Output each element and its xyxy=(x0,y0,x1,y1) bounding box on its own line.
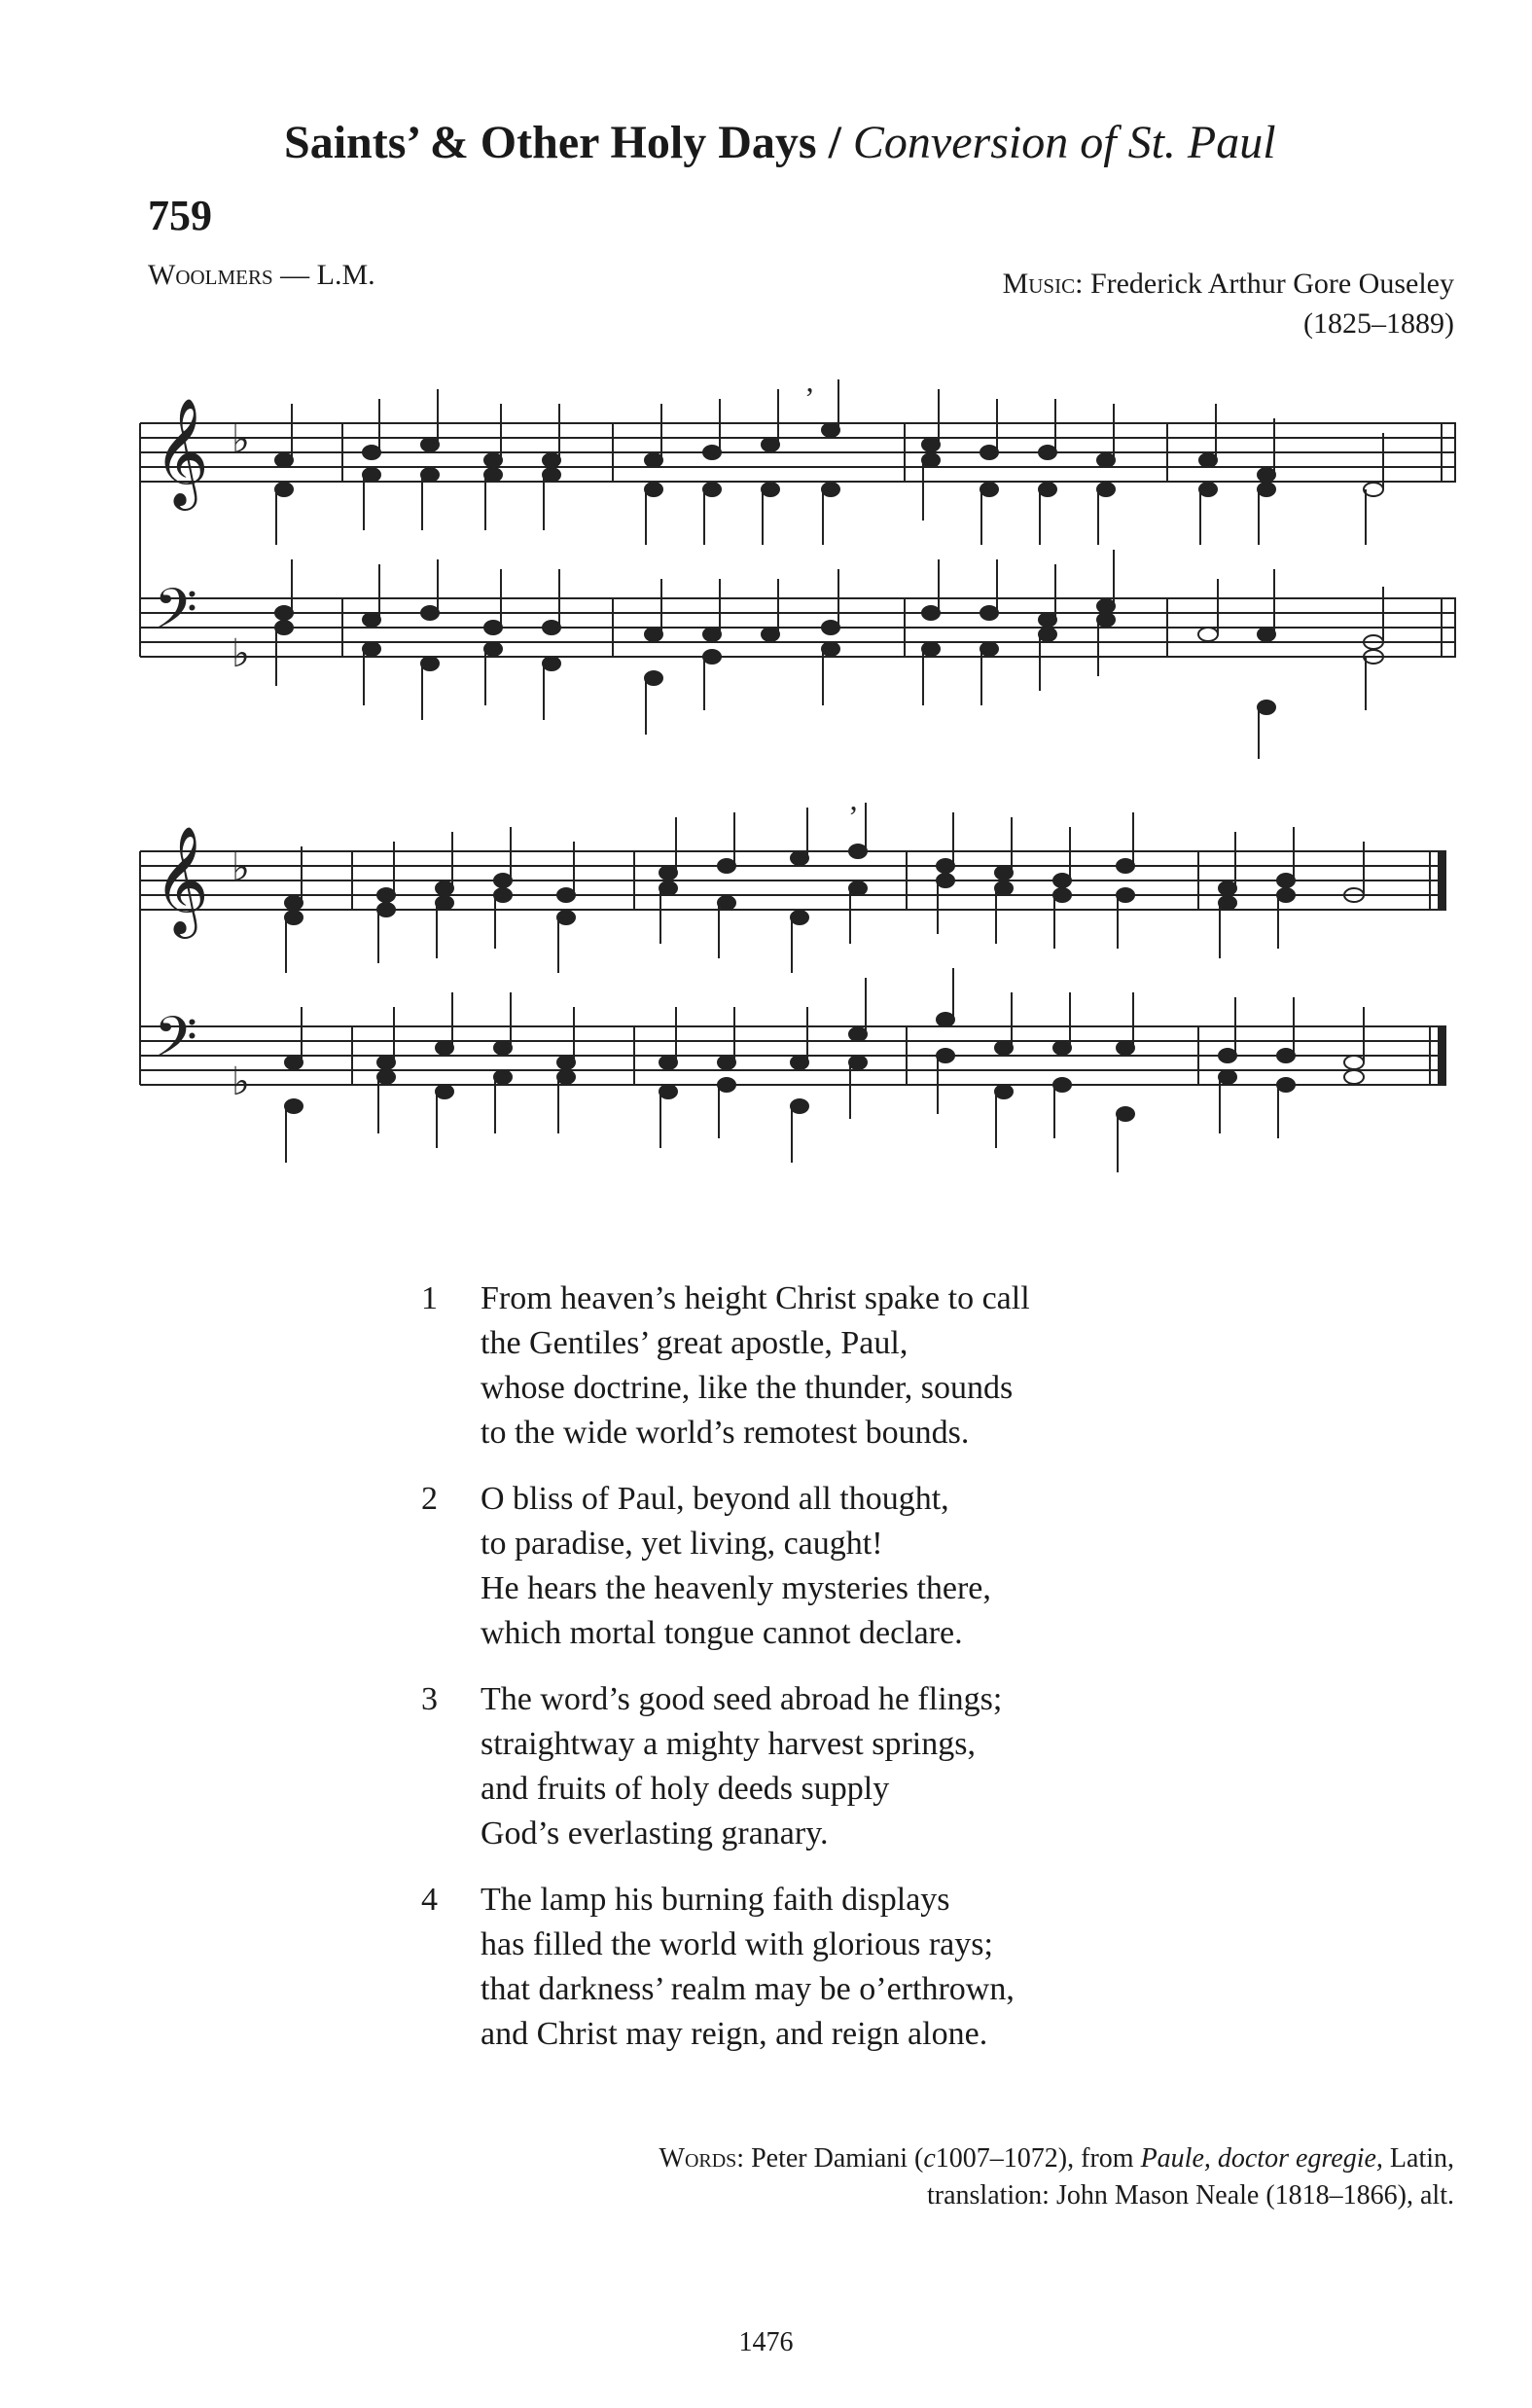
verse-line: which mortal tongue cannot declare. xyxy=(481,1615,963,1651)
bass-clef-icon: 𝄢 xyxy=(154,576,198,656)
verse-line: the Gentiles’ great apostle, Paul, xyxy=(481,1325,909,1361)
music-score-2 xyxy=(138,803,1461,1192)
flat-icon: ♭ xyxy=(232,417,250,462)
verse-line: The lamp his burning faith displays xyxy=(481,1882,950,1918)
verse-line: that darkness’ realm may be o’erthrown, xyxy=(481,1971,1015,2007)
hymn-occasion: Conversion of St. Paul xyxy=(852,117,1276,168)
music-system-2 xyxy=(138,803,1461,1192)
words-label: Words: xyxy=(659,2143,745,2174)
page-header xyxy=(284,115,1276,171)
verse-line: God’s everlasting granary. xyxy=(481,1815,829,1851)
noteheads-2 xyxy=(285,845,1364,1121)
verse-line: The word’s good seed abroad he flings; xyxy=(481,1681,1003,1717)
stems-2 xyxy=(286,803,1364,1172)
verse-line: to the wide world’s remotest bounds. xyxy=(481,1415,970,1451)
tune-name: Woolmers — L.M. xyxy=(148,259,375,291)
flat-icon: ♭ xyxy=(232,1060,250,1104)
page-number: 1476 xyxy=(738,2327,794,2357)
verse-line: and Christ may reign, and reign alone. xyxy=(481,2016,988,2052)
verse-1 xyxy=(421,1276,1030,1456)
words-author: Peter Damiani ( xyxy=(751,2143,924,2174)
flat-icon: ♭ xyxy=(232,631,250,676)
verse-line: and fruits of holy deeds supply xyxy=(481,1771,890,1807)
verse-3 xyxy=(421,1677,1030,1856)
flat-icon: ♭ xyxy=(232,845,250,890)
verse-2 xyxy=(421,1477,1030,1656)
music-system-1 xyxy=(138,375,1461,764)
verse-line: to paradise, yet living, caught! xyxy=(481,1526,883,1562)
words-credit xyxy=(659,2140,1454,2214)
verse-line: From heaven’s height Christ spake to call xyxy=(481,1280,1030,1316)
section-title: Saints’ & Other Holy Days / xyxy=(284,117,841,168)
breath-mark-icon: ’ xyxy=(804,380,815,415)
bass-clef-icon: 𝄢 xyxy=(154,1004,198,1084)
verse-number: 1 xyxy=(421,1280,438,1316)
music-label: Music: xyxy=(1002,268,1084,300)
music-composer: Frederick Arthur Gore Ouseley xyxy=(1089,268,1454,300)
treble-clef-icon: 𝄞 xyxy=(154,397,209,506)
breath-mark-icon: ’ xyxy=(848,803,859,834)
verse-line: whose doctrine, like the thunder, sounds xyxy=(481,1370,1014,1406)
verse-line: straightway a mighty harvest springs, xyxy=(481,1726,976,1762)
treble-clef-icon: 𝄞 xyxy=(154,825,209,934)
music-score-1 xyxy=(138,375,1461,764)
circa-mark: c xyxy=(923,2143,936,2174)
verses xyxy=(421,1276,1030,2078)
verse-line: has filled the world with glorious rays; xyxy=(481,1926,993,1962)
source-title: Paule, doctor egregie, xyxy=(1140,2143,1383,2174)
music-credit xyxy=(1003,265,1454,343)
verse-4 xyxy=(421,1878,1030,2057)
verse-line: O bliss of Paul, beyond all thought, xyxy=(481,1481,949,1517)
verse-number: 4 xyxy=(421,1882,438,1918)
source-language: Latin, xyxy=(1389,2143,1454,2174)
translation-credit: translation: John Mason Neale (1818–1866), alt. xyxy=(926,2179,1454,2210)
verse-line: He hears the heavenly mysteries there, xyxy=(481,1570,991,1606)
author-dates: 1007–1072), from xyxy=(935,2143,1134,2174)
music-dates: (1825–1889) xyxy=(1303,306,1454,340)
verse-number: 3 xyxy=(421,1681,438,1717)
hymn-number: 759 xyxy=(148,192,212,239)
verse-number: 2 xyxy=(421,1481,438,1517)
